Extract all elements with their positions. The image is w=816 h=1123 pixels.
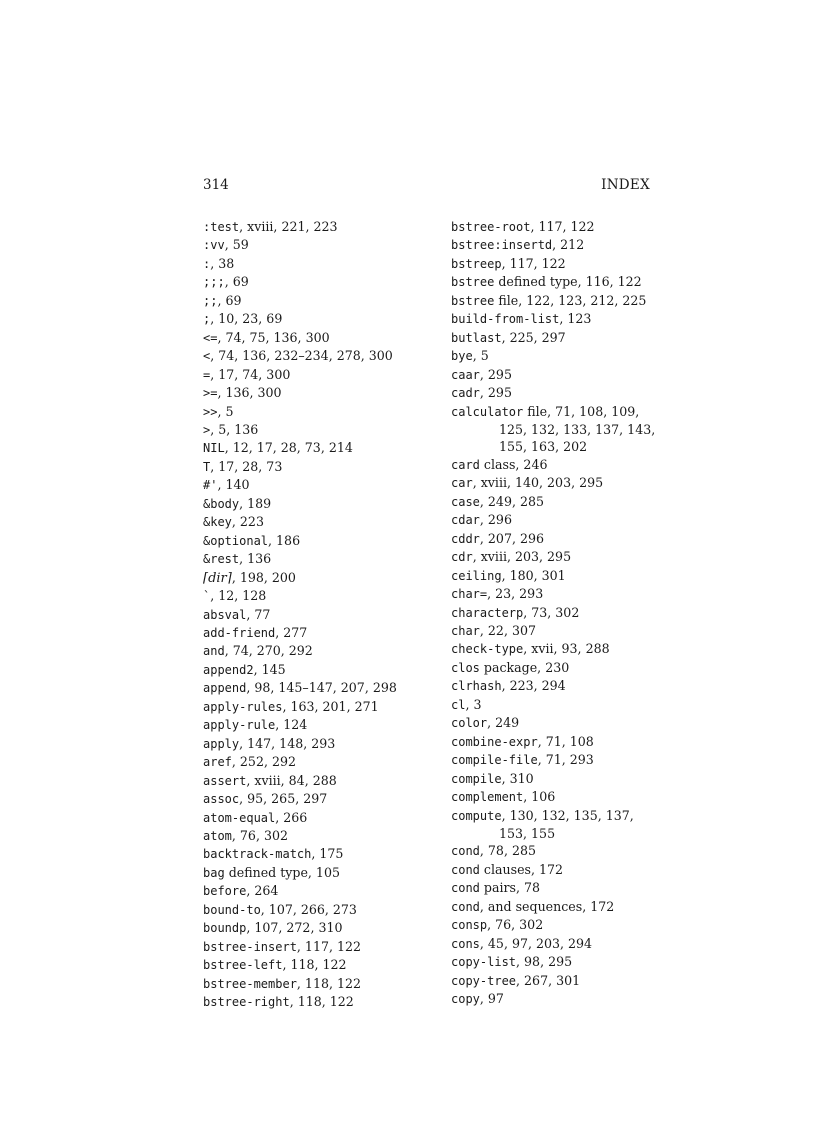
index-entry (451, 659, 656, 677)
index-entry (203, 698, 433, 716)
index-term: cond (451, 844, 480, 859)
index-term: clrhash (451, 679, 502, 694)
index-entry (451, 842, 656, 860)
index-entry (451, 236, 656, 254)
index-entry (203, 421, 433, 439)
index-references: file, 122, 123, 212, 225 (494, 292, 647, 308)
index-references: , 175 (311, 846, 344, 862)
index-references: , 223 (231, 514, 264, 530)
index-entry (203, 642, 433, 660)
index-entry (203, 716, 433, 734)
index-entry (451, 548, 656, 566)
index-entry (203, 550, 433, 568)
index-references: , 296 (479, 512, 512, 528)
index-entry (203, 218, 433, 236)
index-entry (451, 861, 656, 879)
index-term: = (203, 367, 211, 382)
index-term: boundp (203, 921, 247, 936)
index-term: characterp (451, 605, 524, 620)
index-references: , 78, 285 (479, 843, 536, 859)
index-term: bstree-root (451, 220, 531, 234)
index-references: , 117, 122 (501, 255, 566, 271)
index-entry (203, 864, 433, 882)
index-references: , 17, 28, 73 (210, 458, 283, 474)
index-term: ; (203, 312, 211, 327)
index-term: color (451, 716, 488, 731)
index-references: , 23, 293 (487, 586, 544, 602)
index-entry (203, 919, 433, 937)
index-references: , 45, 97, 203, 294 (479, 935, 593, 951)
index-references: , 74, 136, 232–234, 278, 300 (210, 348, 393, 364)
index-references: , 12, 128 (210, 588, 267, 604)
index-term: aref (203, 755, 232, 770)
index-term: combine-expr (451, 734, 538, 749)
index-references: , 22, 307 (479, 622, 536, 638)
index-term: char= (451, 587, 488, 602)
index-term: consp (451, 918, 488, 933)
index-references: , 77 (246, 606, 271, 622)
index-references: , 225, 297 (501, 329, 566, 345)
index-entry (451, 696, 656, 714)
index-entry (451, 733, 656, 751)
index-references: , and sequences, 172 (479, 898, 615, 914)
index-entry (451, 474, 656, 492)
index-entry (451, 788, 656, 806)
index-references: , 117, 122 (296, 938, 362, 954)
index-references: , 118, 122 (282, 957, 347, 973)
index-references: , 5 (217, 403, 234, 419)
index-term: >= (203, 386, 218, 401)
index-term: bstreep (451, 256, 502, 271)
index-term: append (203, 681, 247, 696)
index-term: bstree-right (203, 995, 290, 1010)
index-term: caar (451, 367, 480, 382)
index-references: , 310 (501, 770, 534, 786)
index-references: , 123 (559, 311, 592, 327)
index-references: , 38 (210, 255, 235, 271)
index-references: , 136 (239, 551, 272, 567)
index-references: , 249, 285 (479, 493, 544, 509)
index-references: , 106 (523, 789, 556, 805)
index-term: bstree-insert (203, 939, 297, 954)
index-references: , 140 (217, 477, 250, 493)
index-term: &key (203, 515, 232, 530)
index-entry (451, 493, 656, 511)
index-entry (203, 458, 433, 476)
index-term: cdar (451, 513, 480, 528)
index-term: compile (451, 771, 502, 786)
index-term: ;; (203, 293, 218, 308)
index-references: , 295 (479, 385, 512, 401)
index-references: , 223, 294 (501, 678, 566, 694)
index-references: , 118, 122 (289, 994, 354, 1010)
index-entry (451, 751, 656, 769)
index-term: &optional (203, 533, 269, 548)
index-term: add-friend (203, 625, 276, 640)
index-references: , xviii, 221, 223 (239, 219, 338, 234)
index-term: atom (203, 828, 232, 843)
index-entry (203, 753, 433, 771)
index-term: atom-equal (203, 810, 276, 825)
index-entry (203, 255, 433, 273)
index-term: car (451, 476, 473, 491)
index-references: , xviii, 84, 288 (246, 772, 337, 788)
index-references: , 117, 122 (530, 219, 595, 234)
index-entry (451, 714, 656, 732)
index-entry (451, 273, 656, 291)
index-term: cons (451, 936, 480, 951)
index-references: , 76, 302 (487, 917, 544, 933)
index-entry (203, 347, 433, 365)
index-references: , 73, 302 (523, 604, 580, 620)
index-term: check-type (451, 642, 524, 657)
index-term: compile-file (451, 753, 538, 768)
index-entry (203, 809, 433, 827)
index-term: append2 (203, 662, 254, 677)
index-references: , 266 (275, 809, 308, 825)
index-entry (451, 292, 656, 310)
index-term: apply-rules (203, 699, 283, 714)
index-entry (203, 624, 433, 642)
index-term: cond (451, 899, 480, 914)
index-references: , 98, 295 (516, 954, 573, 970)
index-entry (451, 770, 656, 788)
index-entry (451, 677, 656, 695)
index-term: bstree-member (203, 976, 297, 991)
index-references: , 5, 136 (210, 421, 259, 437)
index-entry (451, 310, 656, 328)
index-term: absval (203, 607, 247, 622)
index-references: file, 71, 108, 109, 125, 132, 133, 137, 143, 155, 163, 202 (499, 403, 656, 455)
index-entry (203, 366, 433, 384)
index-references: , 277 (275, 624, 308, 640)
index-references: , 145 (253, 661, 286, 677)
index-references: , 98, 145–147, 207, 298 (246, 680, 397, 696)
index-entry (203, 606, 433, 624)
index-references: , 59 (224, 237, 249, 253)
index-references: , 71, 293 (537, 752, 594, 768)
index-entry (203, 938, 433, 956)
index-term: ` (203, 589, 211, 604)
index-term: clos (451, 660, 480, 675)
index-term: cond (451, 862, 480, 877)
index-references: , 107, 272, 310 (246, 920, 343, 936)
index-references: , 74, 270, 292 (224, 643, 313, 659)
index-entry (203, 310, 433, 328)
index-term: apply (203, 736, 240, 751)
index-entry (203, 292, 433, 310)
index-references: , 69 (217, 292, 242, 308)
index-references: , 180, 301 (501, 567, 566, 583)
index-term: cadr (451, 386, 480, 401)
index-entry (451, 255, 656, 273)
index-entry (451, 935, 656, 953)
index-references: pairs, 78 (479, 880, 541, 896)
index-entry (451, 622, 656, 640)
index-references: , xvii, 93, 288 (523, 641, 610, 657)
index-entry (203, 882, 433, 900)
index-term: bye (451, 349, 473, 364)
index-entry (451, 384, 656, 402)
index-references: , 198, 200 (231, 569, 296, 585)
index-references: , 249 (487, 715, 520, 731)
index-entry (451, 347, 656, 365)
index-term: assoc (203, 792, 240, 807)
index-references: , 189 (239, 495, 272, 511)
index-entry (203, 587, 433, 605)
index-entry (203, 236, 433, 254)
index-term: bstree-left (203, 958, 283, 973)
index-term: compute (451, 808, 502, 823)
index-term: cond (451, 881, 480, 896)
index-term: >> (203, 404, 218, 419)
index-term: cddr (451, 531, 480, 546)
index-references: , 118, 122 (296, 975, 362, 991)
index-term: ceiling (451, 568, 502, 583)
index-references: , 207, 296 (479, 530, 544, 546)
index-references: , 267, 301 (516, 972, 581, 988)
page-number: 314 (203, 177, 229, 193)
index-term: case (451, 494, 480, 509)
index-references: , 69 (224, 274, 249, 290)
index-entry (203, 532, 433, 550)
index-references: , 71, 108 (537, 733, 594, 749)
index-entry (203, 273, 433, 291)
index-references: , 252, 292 (231, 754, 296, 770)
index-references: , 107, 266, 273 (260, 901, 357, 917)
index-term: <= (203, 330, 218, 345)
index-entry (203, 993, 433, 1011)
index-references: , 124 (275, 717, 308, 733)
index-entry (203, 901, 433, 919)
index-term: &rest (203, 552, 240, 567)
index-entry (203, 679, 433, 697)
index-term: and (203, 644, 225, 659)
index-term: complement (451, 790, 524, 805)
index-entry (203, 329, 433, 347)
index-references: clauses, 172 (479, 861, 564, 877)
index-term: cdr (451, 550, 473, 565)
index-term: bound-to (203, 902, 261, 917)
index-entry (203, 772, 433, 790)
index-term: char (451, 623, 480, 638)
index-entry (451, 640, 656, 658)
index-references: , 10, 23, 69 (210, 311, 283, 327)
index-references: , 5 (472, 348, 489, 364)
index-column-right (451, 218, 656, 1008)
index-term: : (203, 256, 211, 271)
index-term: butlast (451, 330, 502, 345)
index-term: build-from-list (451, 312, 560, 327)
index-term: bag (203, 865, 225, 880)
index-references: , xviii, 140, 203, 295 (472, 475, 604, 491)
index-term: :test (203, 220, 240, 234)
index-entry (203, 476, 433, 494)
index-entry (451, 218, 656, 236)
index-entry (451, 511, 656, 529)
index-entry (451, 953, 656, 971)
index-references: package, 230 (479, 659, 570, 675)
index-references: , 147, 148, 293 (239, 735, 336, 751)
index-term: before (203, 884, 247, 899)
index-term: calculator (451, 404, 524, 419)
index-references: , 17, 74, 300 (210, 366, 291, 382)
index-term: #' (203, 478, 218, 493)
index-entry (451, 403, 656, 456)
index-entry (451, 916, 656, 934)
index-term: bstree:insertd (451, 238, 553, 253)
index-entry (451, 807, 656, 843)
index-references: , 295 (479, 366, 512, 382)
index-references: class, 246 (479, 456, 548, 472)
index-entry (451, 990, 656, 1008)
index-references: , 74, 75, 136, 300 (217, 329, 330, 345)
index-references: , 12, 17, 28, 73, 214 (224, 440, 353, 456)
index-entry (451, 366, 656, 384)
index-references: , 264 (246, 883, 279, 899)
index-entry (451, 530, 656, 548)
index-references: defined type, 116, 122 (494, 274, 642, 290)
index-references: , 95, 265, 297 (239, 791, 328, 807)
index-entry (451, 879, 656, 897)
index-entry (451, 329, 656, 347)
index-term: &body (203, 496, 240, 511)
index-term: bstree (451, 293, 495, 308)
index-entry (451, 456, 656, 474)
index-entry (451, 567, 656, 585)
index-entry (451, 972, 656, 990)
index-term: < (203, 349, 211, 364)
index-term: backtrack-match (203, 847, 312, 862)
index-entry (203, 569, 433, 587)
index-term: T (203, 459, 211, 474)
index-entry (203, 735, 433, 753)
index-entry (203, 403, 433, 421)
index-references: , 97 (479, 991, 504, 1007)
index-term: card (451, 457, 480, 472)
index-column-left (203, 218, 433, 1011)
index-references: , 163, 201, 271 (282, 698, 379, 714)
index-term: ⌈dir⌉ (203, 570, 232, 586)
index-entry (203, 827, 433, 845)
index-term: apply-rule (203, 718, 276, 733)
index-term: assert (203, 773, 247, 788)
index-entry (203, 975, 433, 993)
index-references: , xviii, 203, 295 (472, 549, 572, 565)
running-head: INDEX (601, 177, 650, 193)
index-term: ;;; (203, 275, 225, 290)
index-entry (451, 585, 656, 603)
index-term: cl (451, 697, 466, 712)
index-entry (451, 604, 656, 622)
index-entry (203, 956, 433, 974)
index-entry (203, 495, 433, 513)
index-references: defined type, 105 (224, 864, 340, 880)
index-entry (451, 898, 656, 916)
index-term: copy (451, 992, 480, 1007)
index-term: copy-tree (451, 973, 517, 988)
index-term: > (203, 422, 211, 437)
index-entry (203, 661, 433, 679)
index-entry (203, 439, 433, 457)
index-references: , 186 (268, 532, 301, 548)
index-term: :vv (203, 238, 225, 253)
index-term: bstree (451, 275, 495, 290)
index-entry (203, 384, 433, 402)
index-entry (203, 790, 433, 808)
index-references: , 76, 302 (231, 827, 288, 843)
index-references: , 136, 300 (217, 385, 282, 401)
index-references: , 212 (552, 237, 585, 253)
index-references: , 130, 132, 135, 137, 153, 155 (499, 807, 634, 841)
index-term: NIL (203, 441, 225, 456)
index-entry (203, 845, 433, 863)
index-term: copy-list (451, 955, 517, 970)
index-entry (203, 513, 433, 531)
index-references: , 3 (465, 696, 482, 712)
